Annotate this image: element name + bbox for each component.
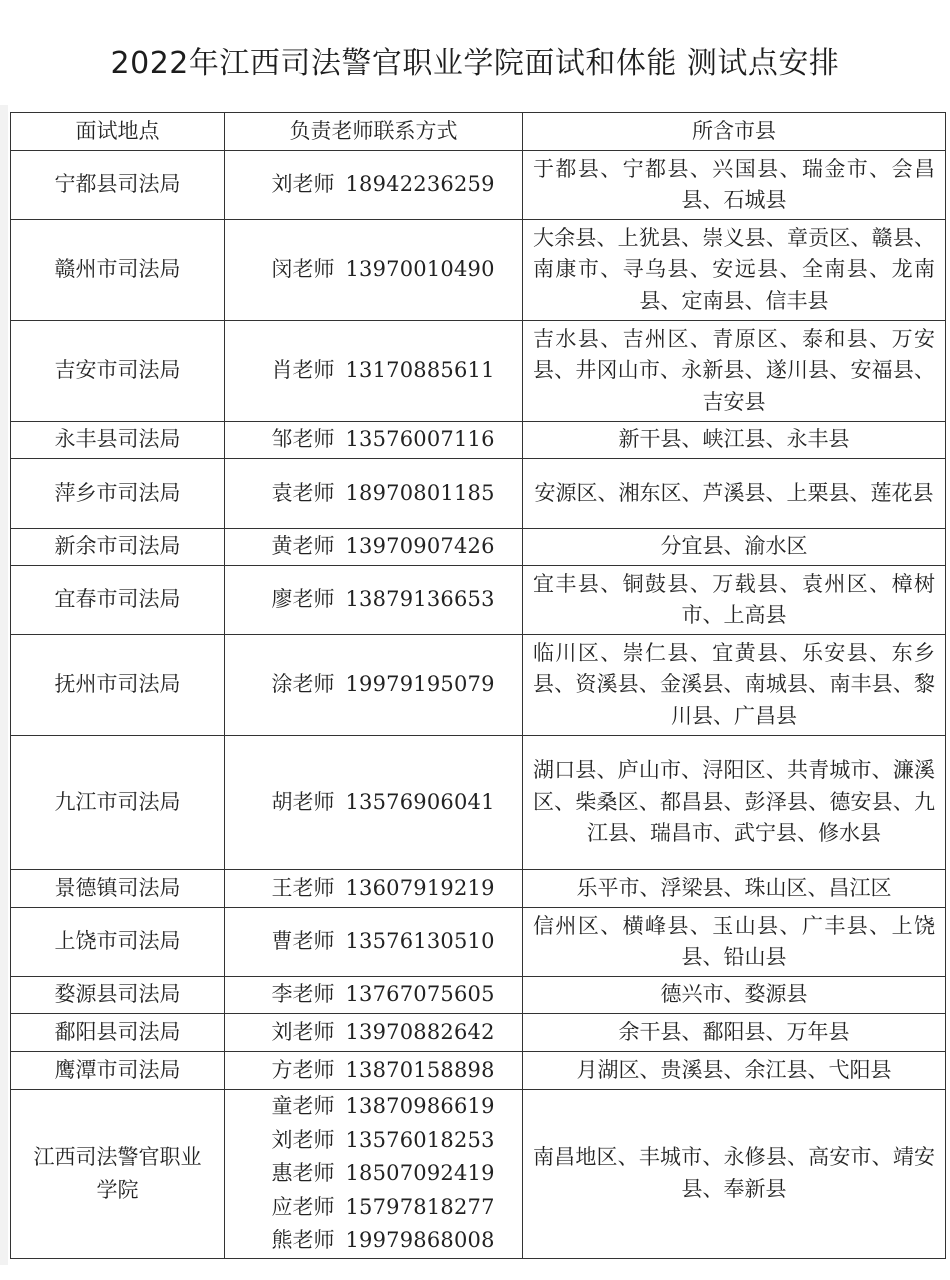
contact-entry	[271, 477, 495, 511]
cell-location: 景德镇司法局	[11, 870, 225, 908]
table-row	[11, 1090, 946, 1259]
contact-list	[271, 583, 495, 617]
cell-contact	[225, 422, 523, 459]
contact-entry	[271, 1054, 495, 1088]
cell-location: 吉安市司法局	[11, 321, 225, 422]
table-row	[11, 321, 946, 422]
contact-entry	[271, 253, 495, 287]
teacher-name: 涂老师	[271, 672, 335, 697]
teacher-name: 黄老师	[271, 534, 335, 559]
cell-contact	[225, 151, 523, 220]
table-body	[11, 151, 946, 1259]
cell-counties: 信州区、横峰县、玉山县、广丰县、上饶县、铅山县	[523, 908, 946, 977]
teacher-name: 应老师	[271, 1194, 335, 1219]
cell-location: 萍乡市司法局	[11, 459, 225, 529]
cell-contact	[225, 908, 523, 977]
teacher-name: 熊老师	[271, 1228, 335, 1252]
teacher-name: 袁老师	[271, 480, 335, 505]
table-row	[11, 220, 946, 321]
cell-contact	[225, 220, 523, 321]
contact-list	[271, 253, 495, 287]
teacher-name: 惠老师	[271, 1161, 335, 1185]
phone-number[interactable]: 13170885611	[345, 358, 495, 383]
teacher-name: 刘老师	[271, 172, 335, 197]
cell-location: 上饶市司法局	[11, 908, 225, 977]
contact-list	[271, 872, 495, 906]
contact-list	[271, 423, 495, 457]
teacher-name: 胡老师	[271, 789, 335, 814]
table-row	[11, 736, 946, 870]
phone-number[interactable]: 13970907426	[345, 534, 495, 559]
cell-counties: 余干县、鄱阳县、万年县	[523, 1014, 946, 1052]
teacher-name: 肖老师	[271, 358, 335, 383]
cell-counties: 临川区、崇仁县、宜黄县、乐安县、东乡县、资溪县、金溪县、南城县、南丰县、黎川县、广昌县	[523, 635, 946, 736]
phone-number[interactable]: 18507092419	[345, 1161, 495, 1185]
table-row	[11, 1014, 946, 1052]
cell-counties: 分宜县、渝水区	[523, 529, 946, 566]
cell-location: 永丰县司法局	[11, 422, 225, 459]
cell-counties: 湖口县、庐山市、浔阳区、共青城市、濂溪区、柴桑区、都昌县、彭泽县、德安县、九江县、瑞昌市、武宁县、修水县	[523, 736, 946, 870]
phone-number[interactable]: 13607919219	[345, 875, 495, 900]
left-edge-strip	[0, 105, 8, 1265]
contact-entry	[271, 1191, 495, 1225]
contact-list	[271, 786, 495, 820]
table-row	[11, 977, 946, 1014]
contact-entry	[271, 1157, 495, 1191]
cell-contact	[225, 635, 523, 736]
cell-location: 鹰潭市司法局	[11, 1052, 225, 1090]
table-row	[11, 870, 946, 908]
teacher-name: 李老师	[271, 982, 335, 1007]
table-row	[11, 635, 946, 736]
phone-number[interactable]: 13576018253	[345, 1127, 495, 1152]
table-row	[11, 1052, 946, 1090]
phone-number[interactable]: 13767075605	[345, 982, 495, 1007]
contact-entry	[271, 1124, 495, 1158]
table-row	[11, 151, 946, 220]
contact-entry	[271, 423, 495, 457]
table-row	[11, 908, 946, 977]
phone-number[interactable]: 13879136653	[345, 587, 495, 612]
schedule-table	[10, 112, 946, 1259]
cell-counties: 宜丰县、铜鼓县、万载县、袁州区、樟树市、上高县	[523, 566, 946, 635]
contact-entry	[271, 1016, 495, 1050]
teacher-name: 刘老师	[271, 1019, 335, 1044]
phone-number[interactable]: 13970882642	[345, 1019, 495, 1044]
contact-entry	[271, 872, 495, 906]
cell-location: 赣州市司法局	[11, 220, 225, 321]
table-row	[11, 422, 946, 459]
header-counties: 所含市县	[523, 113, 946, 151]
table-row	[11, 566, 946, 635]
header-location: 面试地点	[11, 113, 225, 151]
table-row	[11, 529, 946, 566]
contact-list	[271, 1054, 495, 1088]
cell-counties: 新干县、峡江县、永丰县	[523, 422, 946, 459]
cell-counties: 于都县、宁都县、兴国县、瑞金市、会昌县、石城县	[523, 151, 946, 220]
cell-counties: 吉水县、吉州区、青原区、泰和县、万安县、井冈山市、永新县、遂川县、安福县、吉安县	[523, 321, 946, 422]
cell-location: 宁都县司法局	[11, 151, 225, 220]
cell-location: 鄱阳县司法局	[11, 1014, 225, 1052]
cell-contact	[225, 529, 523, 566]
contact-list	[271, 1090, 495, 1258]
phone-number[interactable]: 19979195079	[345, 672, 495, 697]
contact-list	[271, 530, 495, 564]
contact-entry	[271, 925, 495, 959]
teacher-name: 方老师	[271, 1057, 335, 1082]
contact-entry	[271, 978, 495, 1012]
cell-contact	[225, 1090, 523, 1259]
phone-number[interactable]: 18970801185	[345, 480, 495, 505]
phone-number[interactable]: 18942236259	[345, 172, 495, 197]
cell-counties: 大余县、上犹县、崇义县、章贡区、赣县、南康市、寻乌县、安远县、全南县、龙南县、定南县、信丰县	[523, 220, 946, 321]
contact-entry	[271, 668, 495, 702]
phone-number[interactable]: 13970010490	[345, 257, 495, 282]
cell-counties: 月湖区、贵溪县、余江县、弋阳县	[523, 1052, 946, 1090]
table-row	[11, 459, 946, 529]
phone-number[interactable]: 19979868008	[345, 1228, 495, 1252]
teacher-name: 闵老师	[271, 257, 335, 282]
contact-entry	[271, 168, 495, 202]
contact-entry	[271, 1224, 495, 1258]
contact-list	[271, 354, 495, 388]
cell-contact	[225, 1052, 523, 1090]
cell-contact	[225, 977, 523, 1014]
contact-entry	[271, 583, 495, 617]
phone-number[interactable]: 13576007116	[345, 427, 495, 452]
phone-number[interactable]: 13870986619	[345, 1094, 495, 1118]
phone-number[interactable]: 13576906041	[345, 789, 495, 814]
table-header-row	[11, 113, 946, 151]
cell-location: 江西司法警官职业学院	[11, 1090, 225, 1259]
phone-number[interactable]: 13576130510	[345, 929, 495, 954]
cell-counties: 德兴市、婺源县	[523, 977, 946, 1014]
cell-contact	[225, 566, 523, 635]
phone-number[interactable]: 13870158898	[345, 1057, 495, 1082]
teacher-name: 曹老师	[271, 929, 335, 954]
cell-contact	[225, 459, 523, 529]
phone-number[interactable]: 15797818277	[345, 1194, 495, 1219]
cell-location: 新余市司法局	[11, 529, 225, 566]
cell-contact	[225, 870, 523, 908]
cell-counties: 安源区、湘东区、芦溪县、上栗县、莲花县	[523, 459, 946, 529]
cell-location: 婺源县司法局	[11, 977, 225, 1014]
teacher-name: 刘老师	[271, 1127, 335, 1152]
teacher-name: 童老师	[271, 1094, 335, 1118]
teacher-name: 廖老师	[271, 587, 335, 612]
cell-contact	[225, 321, 523, 422]
cell-location: 九江市司法局	[11, 736, 225, 870]
page-title: 2022年江西司法警官职业学院面试和体能 测试点安排	[110, 46, 840, 81]
contact-list	[271, 925, 495, 959]
contact-list	[271, 1016, 495, 1050]
cell-contact	[225, 1014, 523, 1052]
contact-list	[271, 668, 495, 702]
cell-contact	[225, 736, 523, 870]
header-contact: 负责老师联系方式	[225, 113, 523, 151]
cell-location: 宜春市司法局	[11, 566, 225, 635]
contact-entry	[271, 786, 495, 820]
teacher-name: 邹老师	[271, 427, 335, 452]
contact-entry	[271, 530, 495, 564]
contact-list	[271, 477, 495, 511]
teacher-name: 王老师	[271, 875, 335, 900]
contact-entry	[271, 354, 495, 388]
contact-list	[271, 168, 495, 202]
cell-counties: 南昌地区、丰城市、永修县、高安市、靖安县、奉新县	[523, 1090, 946, 1259]
cell-location: 抚州市司法局	[11, 635, 225, 736]
contact-list	[271, 978, 495, 1012]
cell-counties: 乐平市、浮梁县、珠山区、昌江区	[523, 870, 946, 908]
contact-entry	[271, 1090, 495, 1124]
